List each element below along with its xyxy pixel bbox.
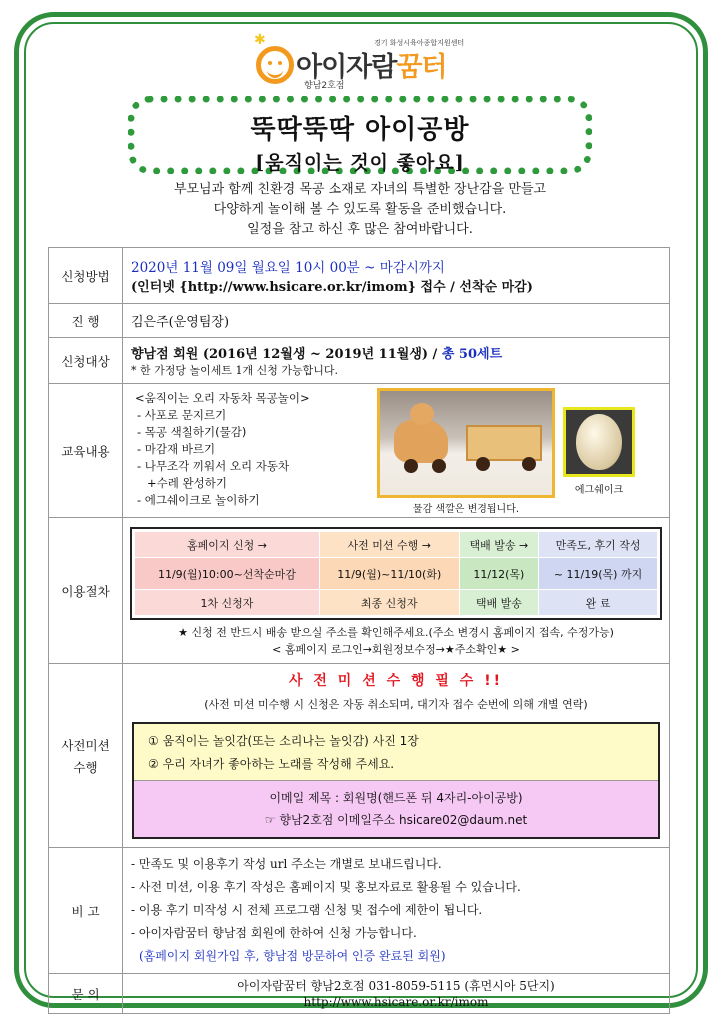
logo-org: 경기 화성시육아종합지원센터 <box>374 39 465 47</box>
apply-url[interactable]: (인터넷 {http://www.hsicare.or.kr/imom} 접수 / 선착순 마감) <box>131 280 533 295</box>
mission-label-line: 수행 <box>73 759 98 775</box>
list-item: - 이용 후기 미작성 시 전체 프로그램 신청 및 접수에 제한이 됩니다. <box>131 903 483 917</box>
egg-photo-block <box>563 388 635 496</box>
intro-line: 다양하게 놀이해 볼 수 있도록 활동을 준비했습니다. <box>213 202 507 217</box>
egg-shaker-photo <box>563 407 635 477</box>
cart-shape <box>466 425 542 461</box>
list-item: - 마감재 바르기 <box>137 442 216 456</box>
logo <box>252 32 472 94</box>
row-label <box>49 664 123 848</box>
row-label: 진 행 <box>49 304 123 338</box>
email-address[interactable]: ☞ 향남2호점 이메일주소 hsicare02@daum.net <box>264 813 528 827</box>
mission-box <box>132 722 660 839</box>
row-education <box>49 384 670 518</box>
row-label: 신청대상 <box>49 338 123 384</box>
step-label: 사전 미션 수행 → <box>319 532 459 558</box>
logo-branch: 향남2호점 <box>304 81 345 91</box>
step-label: 택배 발송 → <box>459 532 538 558</box>
row-label: 교육내용 <box>49 384 123 518</box>
step-date: 11/9(월)~11/10(화) <box>319 558 459 590</box>
remarks-highlight: (홈페이지 회원가입 후, 향남점 방문하여 인증 완료된 회원) <box>139 949 446 963</box>
intro-text <box>60 180 660 240</box>
wheel-shape <box>404 459 418 473</box>
email-subject: 이메일 제목 : 회원명(핸드폰 뒤 4자리-아이공방) <box>269 791 523 805</box>
mission-item: ② 우리 자녀가 좋아하는 노래를 작성해 주세요. <box>148 757 395 771</box>
list-item: - 만족도 및 이용후기 작성 url 주소는 개별로 보내드립니다. <box>131 857 442 871</box>
star-icon: ✱ <box>254 32 266 48</box>
row-remarks <box>49 848 670 974</box>
egg-shape <box>576 414 622 470</box>
step-result: 완 료 <box>539 590 658 616</box>
duck-head-shape <box>410 403 434 425</box>
inquiry-phone: 아이자람꿈터 향남2호점 031-8059-5115 (휴먼시아 5단지) <box>237 978 555 993</box>
list-item: - 에그쉐이크로 놀이하기 <box>137 493 260 507</box>
row-mission <box>49 664 670 848</box>
toy-photo-block <box>377 388 555 515</box>
wheel-shape <box>432 459 446 473</box>
duck-shape <box>394 419 448 463</box>
intro-line: 부모님과 함께 친환경 목공 소재로 자녀의 특별한 장난감을 만들고 <box>173 182 547 197</box>
list-item: - 사전 미션, 이용 후기 작성은 홈페이지 및 홍보자료로 활용될 수 있습니다. <box>131 880 521 894</box>
host-value: 김은주(운영팀장) <box>123 304 670 338</box>
target-count: 총 50세트 <box>441 347 503 362</box>
step-date: 11/9(월)10:00~선착순마감 <box>135 558 320 590</box>
address-note: ★ 신청 전 반드시 배송 받으실 주소를 확인해주세요.(주소 변경시 홈페이지 접속, 수정가능) <box>178 626 614 639</box>
wheel-shape <box>522 457 536 471</box>
row-procedure <box>49 518 670 664</box>
mission-title: 사 전 미 션 수 행 필 수 !! <box>289 673 503 689</box>
list-item: - 사포로 문지르기 <box>137 408 227 422</box>
smile-face-icon <box>256 46 294 84</box>
logo-name-part1: 아이자람 <box>296 52 397 83</box>
apply-date: 2020년 11월 09일 월요일 10시 00분 ~ 마감시까지 <box>131 260 445 276</box>
target-note: * 한 가정당 놀이세트 1개 신청 가능합니다. <box>131 364 338 377</box>
row-apply-method <box>49 248 670 304</box>
target-range: 향남점 회원 (2016년 12월생 ~ 2019년 11월생) / <box>131 347 442 362</box>
photo-caption: 에그쉐이크 <box>574 485 624 496</box>
list-item: <움직이는 오리 자동차 목공놀이> <box>135 391 310 405</box>
title-box <box>128 96 592 174</box>
photo-caption: 물감 색깔은 변경됩니다. <box>412 504 520 515</box>
info-table <box>48 247 670 1014</box>
inquiry-url[interactable]: http://www.hsicare.or.kr/imom <box>303 994 489 1009</box>
intro-line: 일정을 참고 하신 후 많은 참여바랍니다. <box>247 222 473 237</box>
wheel-shape <box>476 457 490 471</box>
list-item: - 나무조각 끼워서 오리 자동차 <box>137 459 290 473</box>
step-date: ~ 11/19(목) 까지 <box>539 558 658 590</box>
education-list <box>131 388 377 509</box>
row-label: 신청방법 <box>49 248 123 304</box>
row-target <box>49 338 670 384</box>
mission-items <box>134 724 658 780</box>
address-path-note: < 홈페이지 로그인→회원정보수정→★주소확인★ > <box>272 643 520 656</box>
step-result: 택배 발송 <box>459 590 538 616</box>
target-line <box>131 343 661 362</box>
mission-item: ① 움직이는 놀잇감(또는 소리나는 놀잇감) 사진 1장 <box>148 734 419 748</box>
page-subtitle: [움직이는 것이 좋아요] <box>255 152 465 174</box>
procedure-steps <box>130 527 662 620</box>
step-date: 11/12(목) <box>459 558 538 590</box>
remarks-list <box>123 848 670 974</box>
row-label: 비 고 <box>49 848 123 974</box>
mission-subtitle: (사전 미션 미수행 시 신청은 자동 취소되며, 대기자 접수 순번에 의해 개별 연락) <box>204 698 588 711</box>
list-item: +수레 완성하기 <box>147 476 227 490</box>
row-inquiry <box>49 974 670 1014</box>
row-label: 문 의 <box>49 974 123 1014</box>
page-title: 뚝딱뚝딱 아이공방 <box>250 115 470 145</box>
logo-name-part2: 꿈터 <box>396 52 447 83</box>
step-label: 만족도, 후기 작성 <box>539 532 658 558</box>
wooden-duck-cart-photo <box>377 388 555 498</box>
list-item: - 아이자람꿈터 향남점 회원에 한하여 신청 가능합니다. <box>131 926 417 940</box>
step-result: 1차 신청자 <box>135 590 320 616</box>
list-item: - 목공 색칠하기(물감) <box>137 425 247 439</box>
email-info <box>134 780 658 837</box>
step-label: 홈페이지 신청 → <box>135 532 320 558</box>
mission-label-line: 사전미션 <box>61 737 110 753</box>
step-result: 최종 신청자 <box>319 590 459 616</box>
row-label: 이용절차 <box>49 518 123 664</box>
row-host <box>49 304 670 338</box>
